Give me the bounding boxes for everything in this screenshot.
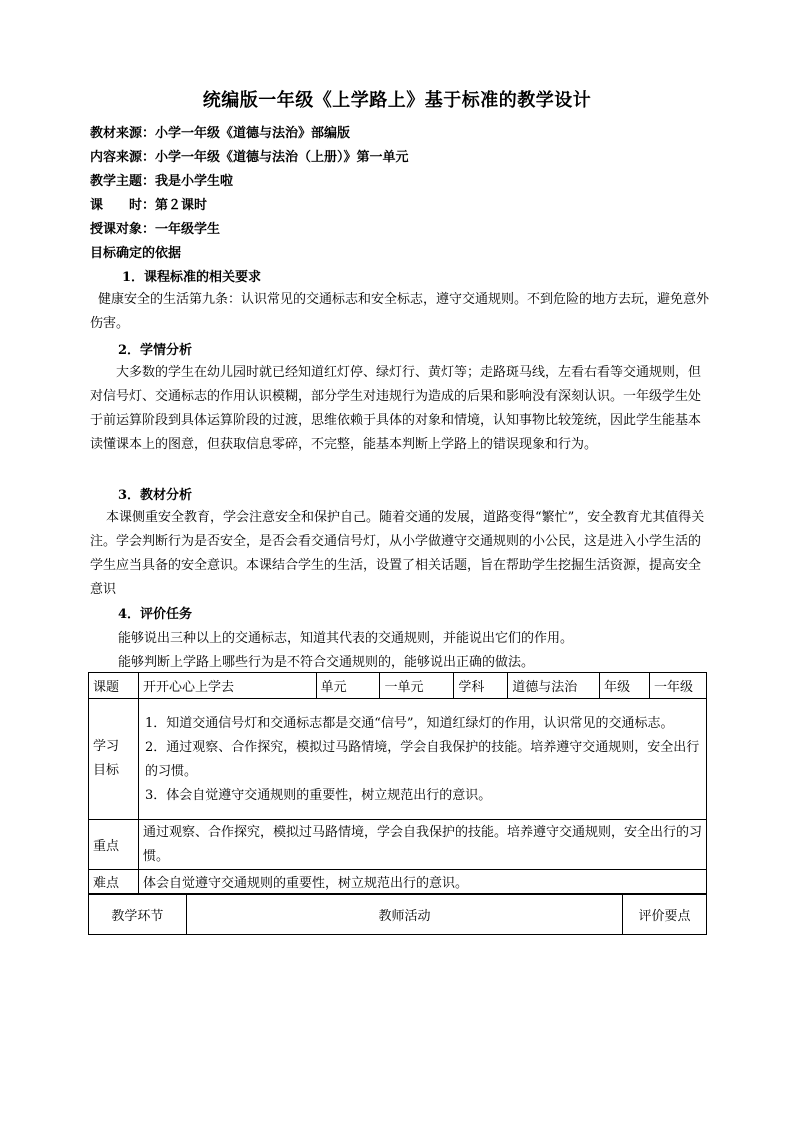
evaluation-item-1: 能够说出三种以上的交通标志，知道其代表的交通规则，并能说出它们的作用。 (118, 631, 574, 646)
header-evaluation-points: 评价要点 (623, 895, 707, 935)
goal-item-2: 2．通过观察、合作探究，模拟过马路情境，学会自我保护的技能。培养遵守交通规则，安全出行的习惯。 (144, 740, 700, 779)
meta-source: 教材来源：小学一年级《道德与法治》部编版 (90, 126, 351, 141)
header-teaching-stage: 教学环节 (89, 895, 187, 935)
cell-unit-label: 单元 (316, 673, 380, 699)
cell-goals-label: 学习目标 (89, 699, 139, 820)
cell-difficulty-label: 难点 (89, 870, 139, 894)
section-1-heading: 1．课程标准的相关要求 (122, 270, 262, 285)
cell-grade-value: 一年级 (650, 673, 707, 699)
meta-audience: 授课对象：一年级学生 (90, 222, 221, 237)
cell-key-content: 通过观察、合作探究，模拟过马路情境，学会自我保护的技能。培养遵守交通规则，安全出行的习惯。 (138, 820, 706, 870)
meta-theme: 教学主题：我是小学生啦 (90, 174, 234, 189)
section-4-heading: 4．评价任务 (118, 607, 193, 622)
cell-unit-value: 一单元 (380, 673, 454, 699)
table-row-topic (89, 673, 707, 699)
goal-item-3: 3．体会自觉遵守交通规则的重要性，树立规范出行的意识。 (144, 788, 492, 803)
cell-topic-label: 课题 (89, 673, 139, 699)
document-title: 统编版一年级《上学路上》基于标准的教学设计 (202, 90, 592, 111)
cell-grade-label: 年级 (600, 673, 650, 699)
table-row-key-point (89, 820, 707, 870)
goal-item-1: 1．知道交通信号灯和交通标志都是交通“信号”，知道红绿灯的作用，认识常见的交通标志。 (144, 716, 674, 731)
cell-key-label: 重点 (89, 820, 139, 870)
lesson-info-table (88, 672, 707, 894)
cell-subject-label: 学科 (454, 673, 508, 699)
meta-content: 内容来源：小学一年级《道德与法治（上册）》第一单元 (90, 150, 409, 165)
evaluation-item-2: 能够判断上学路上哪些行为是不符合交通规则的，能够说出正确的做法。 (118, 655, 535, 670)
cell-difficulty-content: 体会自觉遵守交通规则的重要性，树立规范出行的意识。 (138, 870, 706, 894)
teaching-process-table (88, 894, 707, 935)
table-row-difficulty (89, 870, 707, 894)
meta-period: 课 时：第２课时 (90, 198, 208, 213)
section-3-text: 本课侧重安全教育，学会注意安全和保护自己。随着交通的发展，道路变得“繁忙”，安全教育尤其值得关注。学会判断行为是否安全，是否会看交通信号灯，从小学做遵守交通规则的小公民，这是进入小学生活的学生应当具备的安全意识。本课结合学生的生活，设置了相关话题，旨在帮助学生挖掘生活资源，提高安全意识 (90, 510, 705, 597)
table-row-goals (89, 699, 707, 820)
section-3-heading: 3．教材分析 (118, 488, 193, 503)
cell-subject-value: 道德与法治 (508, 673, 600, 699)
basis-heading: 目标确定的依据 (90, 246, 182, 261)
table-row-process-header (89, 895, 707, 935)
cell-topic-value: 开开心心上学去 (138, 673, 316, 699)
section-2-text: 大多数的学生在幼儿园时就已经知道红灯停、绿灯行、黄灯等；走路斑马线，左看右看等交通规则，但对信号灯、交通标志的作用认识模糊，部分学生对违规行为造成的后果和影响没有深刻认识。一年级学生处于前运算阶段到具体运算阶段的过渡，思维依赖于具体的对象和情境，认知事物比较笼统，因此学生能基本读懂课本上的图意，但获取信息零碎，不完整，能基本判断上学路上的错误现象和行为。 (90, 365, 702, 452)
section-1-text: 健康安全的生活第九条：认识常见的交通标志和安全标志，遵守交通规则。不到危险的地方去玩，避免意外伤害。 (90, 292, 710, 331)
section-2-heading: 2．学情分析 (118, 343, 193, 358)
header-teacher-activity: 教师活动 (186, 895, 622, 935)
cell-goals-content (138, 699, 706, 820)
